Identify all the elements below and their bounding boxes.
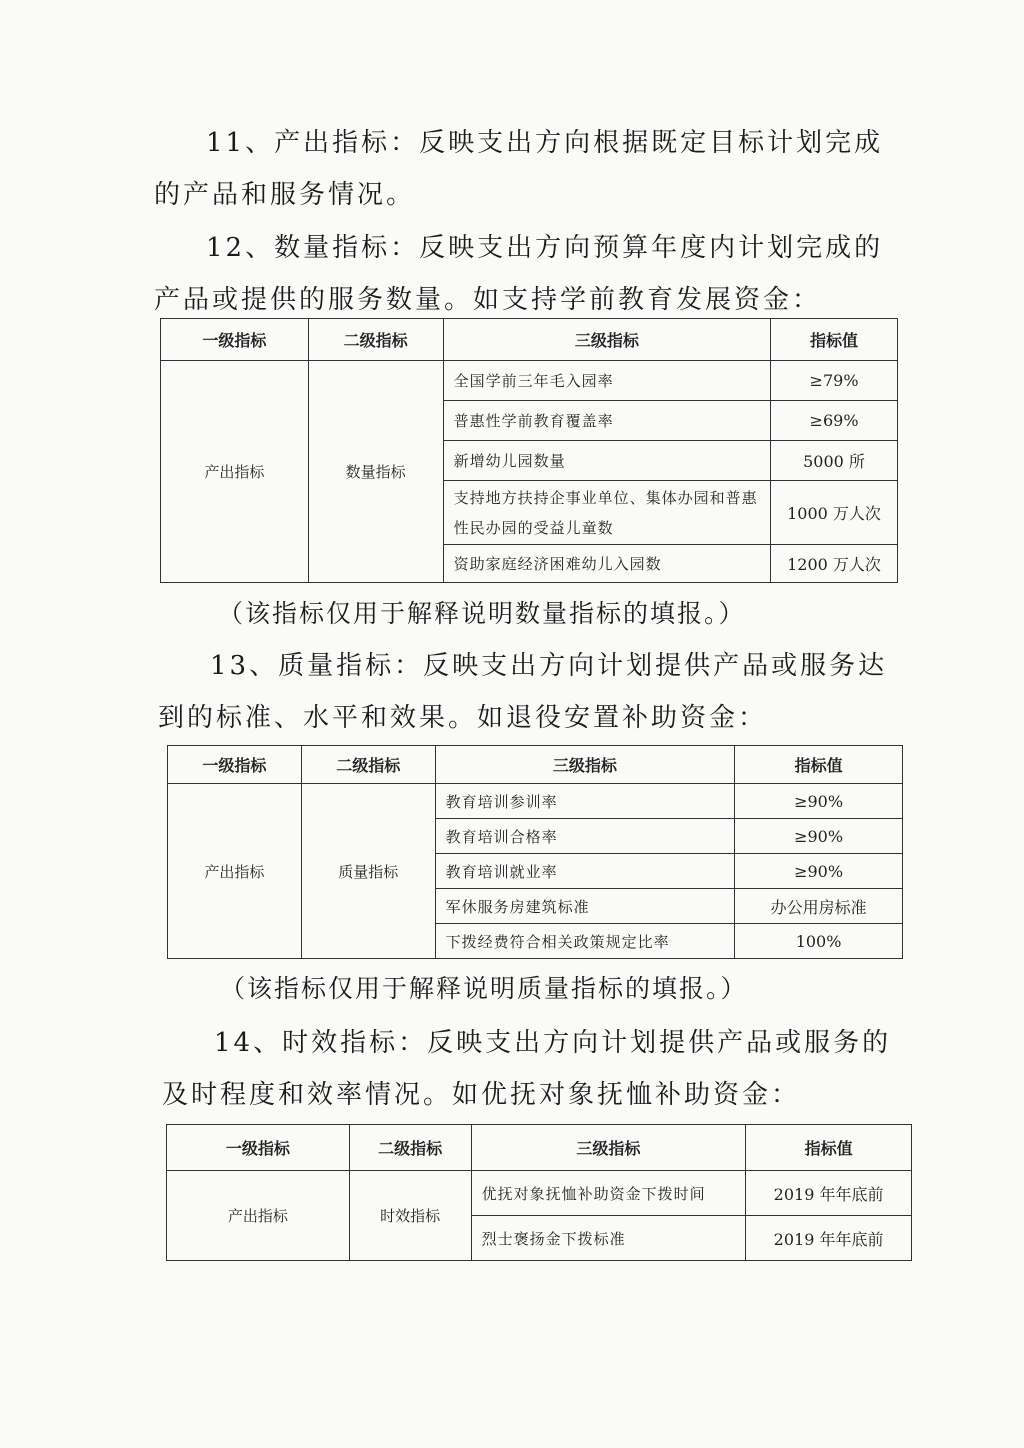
indicator-value: ≥69% [771, 401, 898, 441]
indicator-item: 资助家庭经济困难幼儿入园数 [443, 545, 770, 583]
table-row [167, 1171, 912, 1216]
header-level1: 一级指标 [161, 319, 309, 361]
indicator-value: ≥90% [735, 784, 903, 819]
header-level2: 二级指标 [308, 319, 443, 361]
note-quantity: （该指标仅用于解释说明数量指标的填报。） [218, 599, 746, 628]
indicator-item: 下拨经费符合相关政策规定比率 [435, 924, 735, 959]
indicator-value: 办公用房标准 [735, 889, 903, 924]
note-quality: （该指标仅用于解释说明质量指标的填报。） [220, 974, 748, 1003]
header-value: 指标值 [746, 1125, 912, 1171]
indicator-value: 2019 年年底前 [746, 1216, 912, 1261]
timeliness-indicator-table [166, 1124, 912, 1261]
level1-cell: 产出指标 [161, 361, 309, 583]
level2-cell: 时效指标 [349, 1171, 471, 1261]
header-level3: 三级指标 [443, 319, 770, 361]
indicator-item: 优抚对象抚恤补助资金下拨时间 [471, 1171, 746, 1216]
header-value: 指标值 [735, 746, 903, 784]
header-level2: 二级指标 [301, 746, 435, 784]
indicator-value: ≥79% [771, 361, 898, 401]
indicator-value: ≥90% [735, 854, 903, 889]
indicator-value: 1200 万人次 [771, 545, 898, 583]
header-level1: 一级指标 [167, 1125, 350, 1171]
indicator-item: 新增幼儿园数量 [443, 441, 770, 481]
quantity-indicator-table [160, 318, 898, 583]
indicator-value: 2019 年年底前 [746, 1171, 912, 1216]
paragraph-11: 11、产出指标：反映支出方向根据既定目标计划完成的产品和服务情况。 [154, 128, 884, 210]
level2-cell: 数量指标 [308, 361, 443, 583]
indicator-value: ≥90% [735, 819, 903, 854]
paragraph-12: 12、数量指标：反映支出方向预算年度内计划完成的产品或提供的服务数量。如支持学前教育发展资金： [154, 233, 884, 315]
header-level3: 三级指标 [435, 746, 735, 784]
header-level3: 三级指标 [471, 1125, 746, 1171]
paragraph-14: 14、时效指标：反映支出方向计划提供产品或服务的及时程度和效率情况。如优抚对象抚恤补助资金： [162, 1028, 892, 1110]
quality-indicator-table [167, 745, 903, 959]
indicator-item: 教育培训合格率 [435, 819, 735, 854]
indicator-item: 教育培训就业率 [435, 854, 735, 889]
indicator-item: 军休服务房建筑标准 [435, 889, 735, 924]
paragraph-13: 13、质量指标：反映支出方向计划提供产品或服务达到的标准、水平和效果。如退役安置补助资金： [158, 651, 888, 733]
indicator-item: 教育培训参训率 [435, 784, 735, 819]
level1-cell: 产出指标 [168, 784, 302, 959]
indicator-item: 烈士褒扬金下拨标准 [471, 1216, 746, 1261]
indicator-value: 5000 所 [771, 441, 898, 481]
indicator-value: 1000 万人次 [771, 481, 898, 545]
indicator-item: 普惠性学前教育覆盖率 [443, 401, 770, 441]
level1-cell: 产出指标 [167, 1171, 350, 1261]
header-level1: 一级指标 [168, 746, 302, 784]
header-value: 指标值 [771, 319, 898, 361]
indicator-value: 100% [735, 924, 903, 959]
level2-cell: 质量指标 [301, 784, 435, 959]
indicator-item: 支持地方扶持企事业单位、集体办园和普惠性民办园的受益儿童数 [443, 481, 770, 545]
table-row [168, 784, 903, 819]
indicator-item: 全国学前三年毛入园率 [443, 361, 770, 401]
header-level2: 二级指标 [349, 1125, 471, 1171]
table-row [161, 361, 898, 401]
